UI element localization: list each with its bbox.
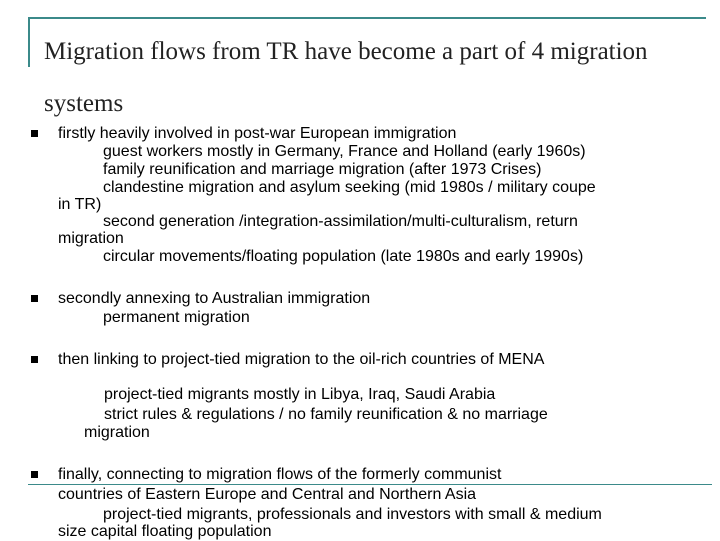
bullet-1-heading: firstly heavily involved in post-war European immigration (58, 125, 457, 142)
bullet-marker (31, 471, 38, 478)
bullet-1-line-1: guest workers mostly in Germany, France and Holland (early 1960s) (103, 143, 586, 160)
bullet-4-heading-line-2: countries of Eastern Europe and Central and Northern Asia (58, 486, 477, 503)
bullet-1-line-2: family reunification and marriage migration (after 1973 Crises) (103, 161, 542, 178)
bullet-marker (31, 356, 38, 363)
bullet-4-line-1: project-tied migrants, professionals and investors with small & medium (103, 506, 602, 523)
bullet-2-line-1: permanent migration (103, 309, 250, 326)
bullet-marker (31, 295, 38, 302)
bullet-3-heading: then linking to project-tied migration to the oil-rich countries of MENA (58, 351, 545, 368)
bullet-1-line-3: clandestine migration and asylum seeking (mid 1980s / military coupe (103, 179, 596, 196)
bullet-3-line-2: strict rules & regulations / no family reunification & no marriage (104, 406, 548, 423)
bullet-marker (31, 130, 38, 137)
bullet-1-line-5: second generation /integration-assimilation/multi-culturalism, return (103, 213, 578, 230)
bullet-3-line-1: project-tied migrants mostly in Libya, Iraq, Saudi Arabia (104, 386, 496, 403)
bullet-4-line-2: size capital floating population (58, 523, 272, 540)
frame-divider-line (28, 484, 712, 485)
bullet-1-line-6: migration (58, 230, 124, 247)
slide-title: Migration flows from TR have become a part of 4 migration systems (44, 38, 648, 117)
bullet-2-heading: secondly annexing to Australian immigration (58, 290, 371, 307)
bullet-3-line-3: migration (84, 424, 150, 441)
title-frame-top-line (28, 17, 706, 19)
bullet-4-heading: finally, connecting to migration flows of the formerly communist (58, 466, 502, 483)
bullet-1-line-7: circular movements/floating population (late 1980s and early 1990s) (103, 248, 584, 265)
bullet-1-line-4: in TR) (58, 196, 102, 213)
title-frame-left-line (28, 17, 30, 67)
